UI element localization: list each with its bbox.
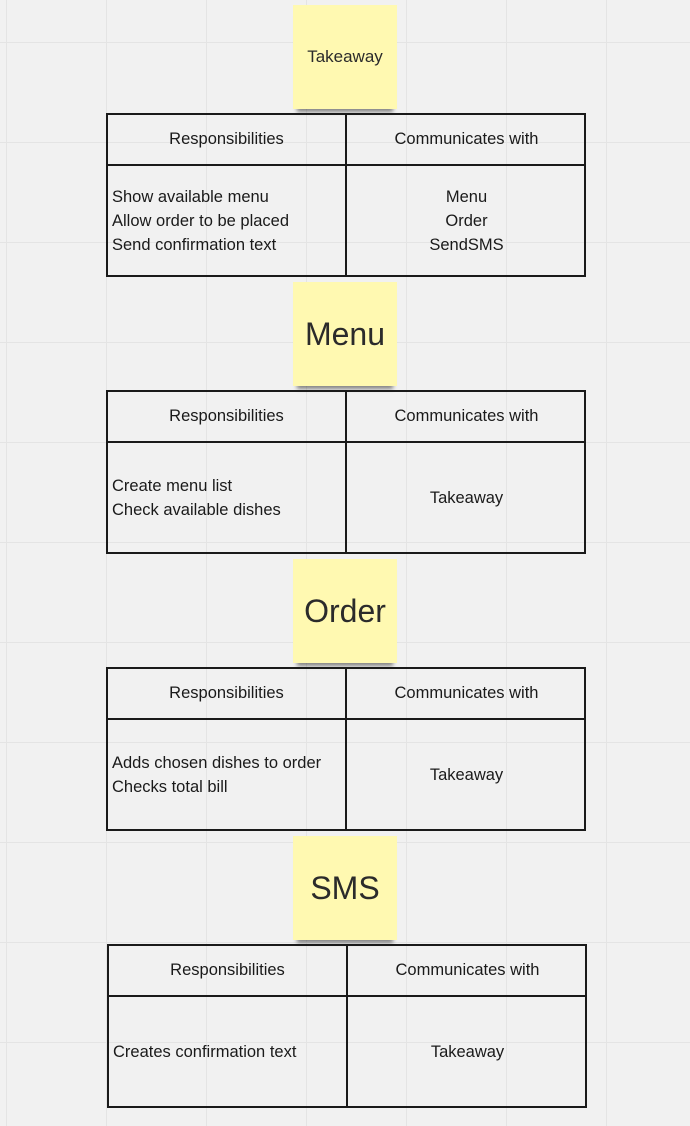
sticky-note-takeaway[interactable] (293, 5, 397, 109)
responsibility-item: Show available menu (112, 187, 269, 206)
collaborator-item: Menu (445, 187, 488, 206)
responsibility-item: Allow order to be placed (112, 211, 290, 230)
communicates-with-header: Communicates with (347, 115, 586, 166)
responsibility-item: Creates confirmation text (113, 1042, 297, 1061)
class-name: Takeaway (307, 47, 383, 66)
crc-table[interactable] (107, 944, 587, 1108)
communicates-with-header: Communicates with (348, 946, 587, 997)
crc-table[interactable] (106, 113, 586, 277)
class-name: Menu (304, 315, 386, 352)
collaborators-cell (348, 997, 587, 1106)
sticky-note-menu[interactable] (293, 282, 397, 386)
responsibilities-header: Responsibilities (109, 946, 348, 997)
responsibilities-header: Responsibilities (108, 115, 347, 166)
responsibility-item: Checks total bill (112, 777, 228, 796)
crc-card-sms (0, 831, 690, 1108)
responsibility-item: Adds chosen dishes to order (112, 753, 322, 772)
collaborator-item: SendSMS (429, 235, 504, 254)
collaborators-cell (347, 443, 586, 552)
class-name: SMS (310, 869, 380, 906)
communicates-with-header: Communicates with (347, 669, 586, 720)
responsibilities-cell (109, 997, 348, 1106)
collaborators-cell (347, 166, 586, 275)
responsibility-item: Send confirmation text (112, 235, 277, 254)
responsibilities-cell (108, 166, 347, 275)
responsibilities-cell (108, 720, 347, 829)
communicates-with-header: Communicates with (347, 392, 586, 443)
responsibilities-cell (108, 443, 347, 552)
crc-card-order (0, 554, 690, 831)
sticky-note-order[interactable] (293, 559, 397, 663)
responsibilities-header: Responsibilities (108, 669, 347, 720)
crc-table[interactable] (106, 667, 586, 831)
sticky-note-sms[interactable] (293, 836, 397, 940)
collaborator-item: Takeaway (429, 765, 504, 784)
responsibility-item: Create menu list (112, 476, 233, 495)
collaborator-item: Takeaway (430, 1042, 505, 1061)
crc-card-takeaway (0, 0, 690, 277)
collaborator-item: Order (445, 211, 488, 230)
crc-table[interactable] (106, 390, 586, 554)
responsibilities-header: Responsibilities (108, 392, 347, 443)
crc-card-menu (0, 277, 690, 554)
responsibility-item: Check available dishes (112, 500, 281, 519)
class-name: Order (304, 592, 386, 629)
collaborator-item: Takeaway (429, 488, 504, 507)
collaborators-cell (347, 720, 586, 829)
